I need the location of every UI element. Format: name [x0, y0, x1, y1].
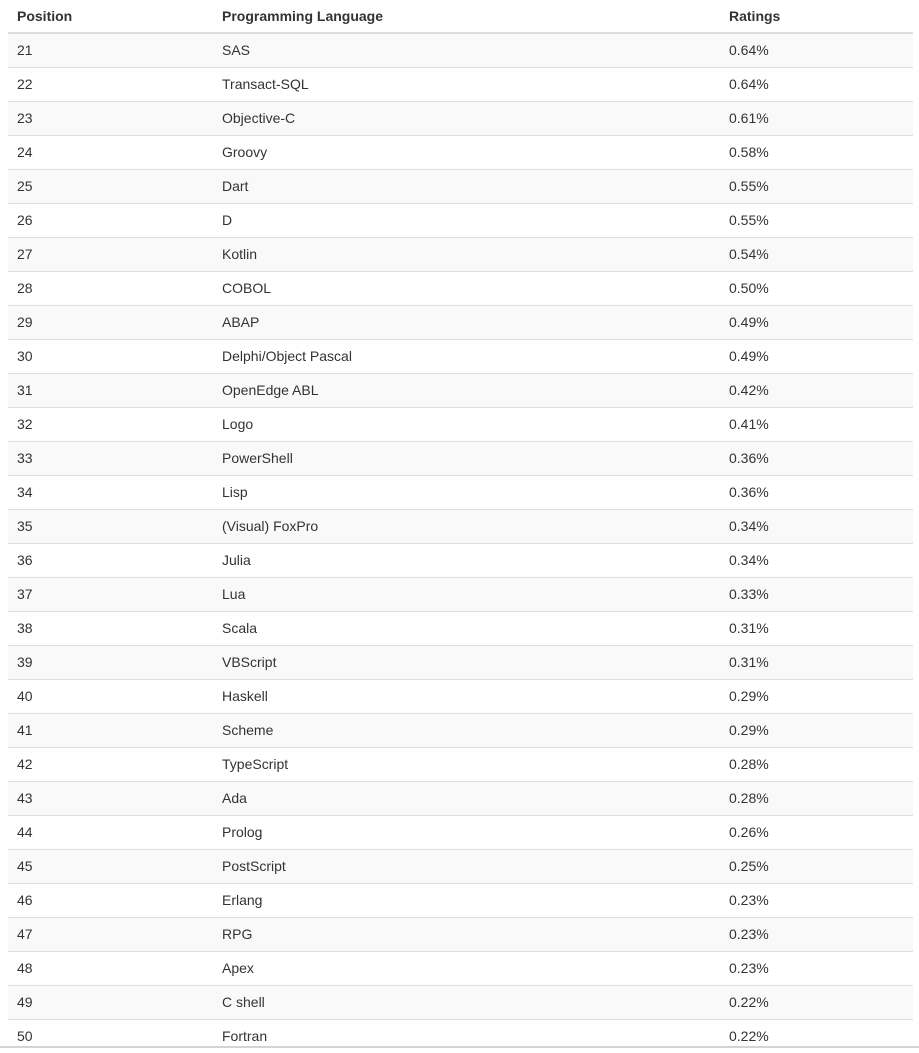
position-cell: 43: [8, 781, 213, 815]
position-cell: 33: [8, 441, 213, 475]
table-header: [8, 0, 913, 33]
table-row: [8, 645, 913, 679]
position-cell: 31: [8, 373, 213, 407]
ratings-table: [8, 0, 913, 1053]
header-programming-language[interactable]: Programming Language: [213, 0, 720, 33]
rating-cell: 0.55%: [720, 169, 913, 203]
table-row: [8, 985, 913, 1019]
table-row: [8, 305, 913, 339]
table-row: [8, 849, 913, 883]
position-cell: 35: [8, 509, 213, 543]
rating-cell: 0.50%: [720, 271, 913, 305]
table-row: [8, 951, 913, 985]
rating-cell: 0.61%: [720, 101, 913, 135]
table-row: [8, 407, 913, 441]
position-cell: 42: [8, 747, 213, 781]
position-cell: 27: [8, 237, 213, 271]
language-cell: Apex: [213, 951, 720, 985]
language-cell: C shell: [213, 985, 720, 1019]
language-cell: Fortran: [213, 1019, 720, 1053]
rating-cell: 0.41%: [720, 407, 913, 441]
table-body: [8, 33, 913, 1053]
rating-cell: 0.49%: [720, 305, 913, 339]
rating-cell: 0.42%: [720, 373, 913, 407]
rating-cell: 0.64%: [720, 67, 913, 101]
language-cell: SAS: [213, 33, 720, 67]
language-cell: Ada: [213, 781, 720, 815]
rating-cell: 0.22%: [720, 985, 913, 1019]
language-cell: Julia: [213, 543, 720, 577]
language-cell: Erlang: [213, 883, 720, 917]
table-row: [8, 611, 913, 645]
position-cell: 41: [8, 713, 213, 747]
rating-cell: 0.36%: [720, 475, 913, 509]
language-cell: PowerShell: [213, 441, 720, 475]
language-cell: Lisp: [213, 475, 720, 509]
table-row: [8, 577, 913, 611]
language-cell: Scheme: [213, 713, 720, 747]
table-row: [8, 373, 913, 407]
table-row: [8, 815, 913, 849]
position-cell: 47: [8, 917, 213, 951]
table-row: [8, 67, 913, 101]
language-cell: Delphi/Object Pascal: [213, 339, 720, 373]
position-cell: 25: [8, 169, 213, 203]
position-cell: 49: [8, 985, 213, 1019]
rating-cell: 0.29%: [720, 713, 913, 747]
rating-cell: 0.29%: [720, 679, 913, 713]
table-row: [8, 271, 913, 305]
language-cell: Groovy: [213, 135, 720, 169]
table-row: [8, 237, 913, 271]
language-cell: Dart: [213, 169, 720, 203]
rating-cell: 0.31%: [720, 645, 913, 679]
table-row: [8, 781, 913, 815]
language-cell: PostScript: [213, 849, 720, 883]
position-cell: 50: [8, 1019, 213, 1053]
position-cell: 48: [8, 951, 213, 985]
position-cell: 28: [8, 271, 213, 305]
rating-cell: 0.58%: [720, 135, 913, 169]
table-row: [8, 339, 913, 373]
rating-cell: 0.55%: [720, 203, 913, 237]
position-cell: 34: [8, 475, 213, 509]
language-cell: OpenEdge ABL: [213, 373, 720, 407]
position-cell: 23: [8, 101, 213, 135]
rating-cell: 0.28%: [720, 747, 913, 781]
position-cell: 39: [8, 645, 213, 679]
rating-cell: 0.28%: [720, 781, 913, 815]
header-ratings[interactable]: Ratings: [720, 0, 913, 33]
language-cell: (Visual) FoxPro: [213, 509, 720, 543]
rating-cell: 0.36%: [720, 441, 913, 475]
rating-cell: 0.49%: [720, 339, 913, 373]
language-cell: Scala: [213, 611, 720, 645]
rating-cell: 0.54%: [720, 237, 913, 271]
table-row: [8, 543, 913, 577]
position-cell: 46: [8, 883, 213, 917]
language-cell: TypeScript: [213, 747, 720, 781]
language-cell: RPG: [213, 917, 720, 951]
position-cell: 45: [8, 849, 213, 883]
language-cell: Objective-C: [213, 101, 720, 135]
language-cell: COBOL: [213, 271, 720, 305]
table-row: [8, 203, 913, 237]
position-cell: 44: [8, 815, 213, 849]
rating-cell: 0.34%: [720, 509, 913, 543]
language-cell: D: [213, 203, 720, 237]
table-row: [8, 441, 913, 475]
rating-cell: 0.31%: [720, 611, 913, 645]
language-cell: Lua: [213, 577, 720, 611]
rating-cell: 0.34%: [720, 543, 913, 577]
table-row: [8, 713, 913, 747]
table-row: [8, 169, 913, 203]
table-row: [8, 33, 913, 67]
position-cell: 37: [8, 577, 213, 611]
position-cell: 21: [8, 33, 213, 67]
rating-cell: 0.33%: [720, 577, 913, 611]
position-cell: 30: [8, 339, 213, 373]
position-cell: 24: [8, 135, 213, 169]
table-row: [8, 883, 913, 917]
rating-cell: 0.22%: [720, 1019, 913, 1053]
position-cell: 32: [8, 407, 213, 441]
position-cell: 38: [8, 611, 213, 645]
table-row: [8, 135, 913, 169]
rating-cell: 0.26%: [720, 815, 913, 849]
position-cell: 22: [8, 67, 213, 101]
position-cell: 36: [8, 543, 213, 577]
language-cell: Prolog: [213, 815, 720, 849]
language-cell: Transact-SQL: [213, 67, 720, 101]
position-cell: 26: [8, 203, 213, 237]
header-position[interactable]: Position: [8, 0, 213, 33]
rating-cell: 0.23%: [720, 917, 913, 951]
table-row: [8, 475, 913, 509]
position-cell: 29: [8, 305, 213, 339]
table-row: [8, 679, 913, 713]
rating-cell: 0.23%: [720, 883, 913, 917]
header-row: [8, 0, 913, 33]
table-row: [8, 101, 913, 135]
table-row: [8, 747, 913, 781]
rating-cell: 0.25%: [720, 849, 913, 883]
language-cell: Logo: [213, 407, 720, 441]
language-cell: Haskell: [213, 679, 720, 713]
language-cell: VBScript: [213, 645, 720, 679]
language-cell: ABAP: [213, 305, 720, 339]
rating-cell: 0.64%: [720, 33, 913, 67]
table-row: [8, 917, 913, 951]
language-cell: Kotlin: [213, 237, 720, 271]
table-row: [8, 509, 913, 543]
position-cell: 40: [8, 679, 213, 713]
rating-cell: 0.23%: [720, 951, 913, 985]
